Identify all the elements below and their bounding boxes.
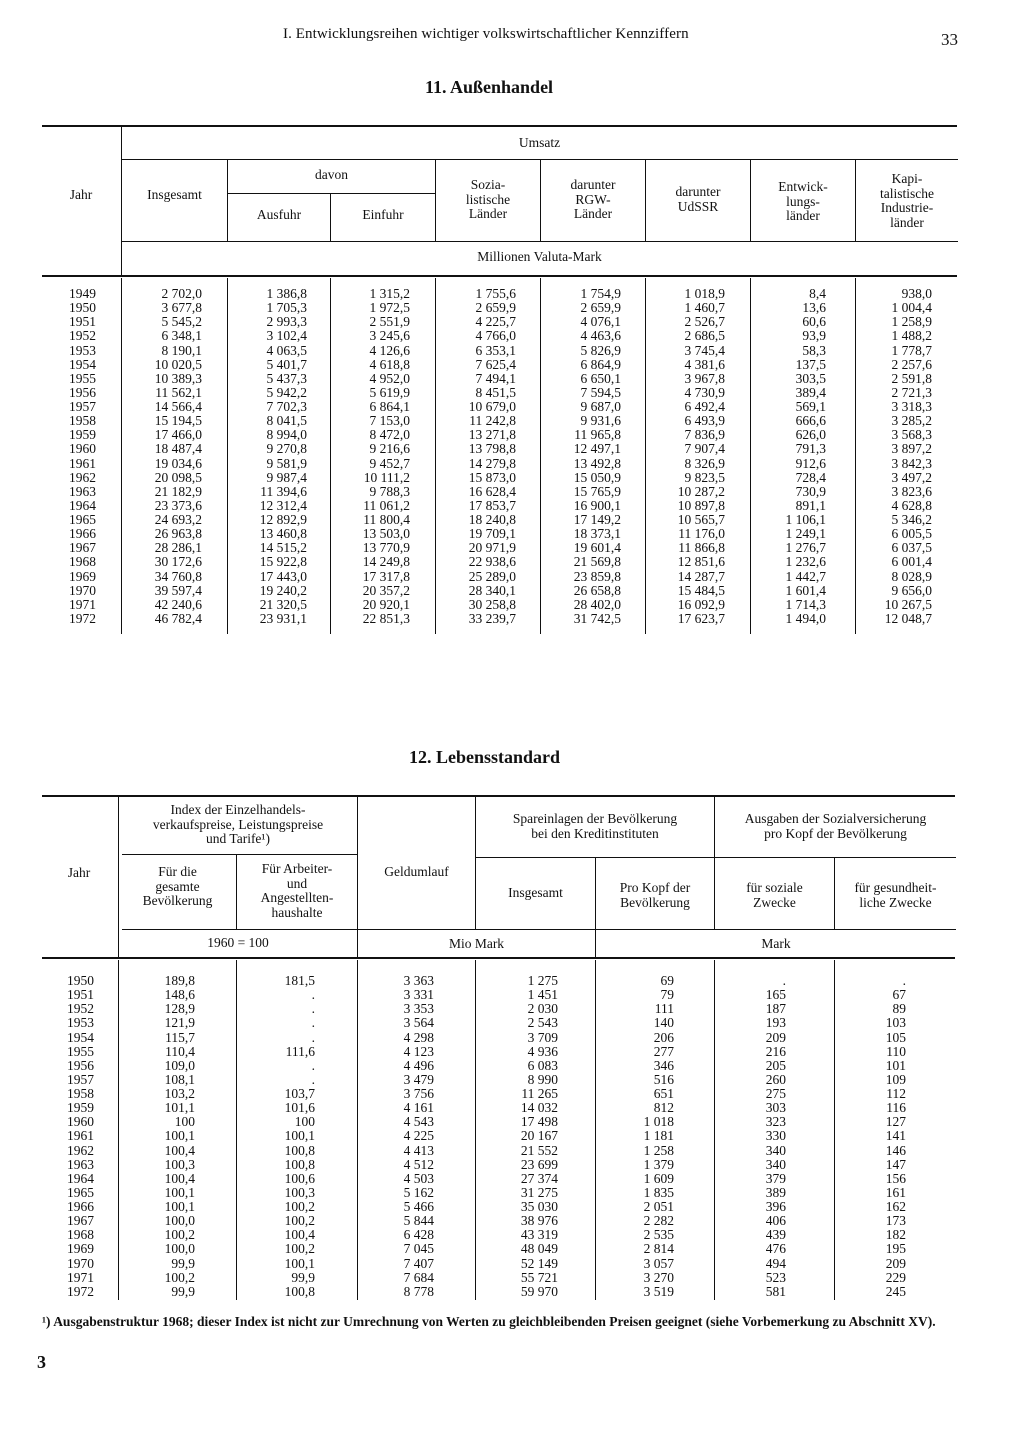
col-header-einfuhr: Einfuhr <box>362 207 404 222</box>
col-header-geldumlauf: Geldumlauf <box>384 864 449 879</box>
unit-mark: Mark <box>761 936 791 951</box>
footnote-marker: ¹) <box>42 1314 51 1329</box>
col-header-index: Index der Einzelhandels- verkaufspreise, Leistungspreise und Tarife¹) <box>152 802 324 847</box>
col-header-jahr: Jahr <box>67 865 91 880</box>
col-header-spareinlagen: Spareinlagen der Bevölkerung bei den Kreditinstituten <box>512 811 678 841</box>
soziale-column: . 165 187 193 209 216 205 260 275 303 323 330 340 340 379 389 396 406 439 476 494 523 581 <box>765 973 786 1299</box>
col-header-umsatz: Umsatz <box>518 135 561 150</box>
col-header-soziale: für soziale Zwecke <box>746 880 803 910</box>
unit-index: 1960 = 100 <box>207 935 269 950</box>
gesamte-column: 189,8 148,6 128,9 121,9 115,7 110,4 109,0 108,1 103,2 101,1 100 100,1 100,4 100,3 100,4 100,1 100,1 100,0 100,2 100,0 99,9 100,2 99,9 <box>164 973 195 1299</box>
col-header-rgw: darunter RGW- Länder <box>570 177 616 222</box>
footnote <box>42 1314 954 1330</box>
sozialistische-column: 1 755,6 2 659,9 4 225,7 4 766,0 6 353,1 7 625,4 7 494,1 8 451,5 10 679,0 11 242,8 13 271,8 13 798,8 14 279,8 15 873,0 16 628,4 17 853,7 18 240,8 19 709,1 20 971,9 22 938,6 25 289,0 28 340,1 30 258,8 33 239,7 <box>468 286 516 626</box>
arbeiter-column: 181,5 . . . . 111,6 . . 103,7 101,6 100 100,1 100,8 100,8 100,6 100,3 100,2 100,2 100,4 100,2 100,1 99,9 100,8 <box>284 973 315 1299</box>
col-header-kapitalistische: Kapi- talistische Industrie- länder <box>880 171 934 230</box>
col-header-ausfuhr: Ausfuhr <box>256 207 302 222</box>
gesundheit-column: . 67 89 103 105 110 101 109 112 116 127 141 146 147 156 161 162 173 182 195 209 229 245 <box>885 973 906 1299</box>
insgesamt-column: 1 275 1 451 2 030 2 543 3 709 4 936 6 083 8 990 11 265 14 032 17 498 20 167 21 552 23 699 27 374 31 275 35 030 38 976 43 319 48 049 52 149 55 721 59 970 <box>520 973 558 1299</box>
kapitalistische-column: 938,0 1 004,4 1 258,9 1 488,2 1 778,7 2 257,6 2 591,8 2 721,3 3 318,3 3 285,2 3 568,3 3 897,2 3 842,3 3 497,2 3 823,6 4 628,8 5 346,2 6 005,5 6 037,5 6 001,4 8 028,9 9 656,0 10 267,5 12 048,7 <box>884 286 932 626</box>
bottom-mark: 3 <box>37 1352 46 1372</box>
entwicklung-column: 8,4 13,6 60,6 93,9 58,3 137,5 303,5 389,4 569,1 666,6 626,0 791,3 912,6 728,4 730,9 891,1 1 106,1 1 249,1 1 276,7 1 232,6 1 442,7 1 601,4 1 714,3 1 494,0 <box>785 286 826 626</box>
col-header-pro-kopf: Pro Kopf der Bevölkerung <box>619 880 691 910</box>
table-12-head-rule <box>42 957 955 959</box>
col-header-ausgaben: Ausgaben der Sozialversicherung pro Kopf der Bevölkerung <box>744 811 927 841</box>
page-number: 33 <box>941 30 958 49</box>
pro-kopf-column: 69 79 111 140 206 277 346 516 651 812 1 018 1 181 1 258 1 379 1 609 1 835 2 051 2 282 2 535 2 814 3 057 3 270 3 519 <box>643 973 674 1299</box>
col-header-gesamte: Für die gesamte Bevölkerung <box>142 864 213 909</box>
col-header-sozialistische: Sozia- listische Länder <box>465 177 511 222</box>
geldumlauf-column: 3 363 3 331 3 353 3 564 4 298 4 123 4 496 3 479 3 756 4 161 4 543 4 225 4 413 4 512 4 503 5 162 5 466 5 844 6 428 7 045 7 407 7 684 8 778 <box>403 973 434 1299</box>
col-header-insgesamt: Insgesamt <box>147 187 202 202</box>
years-column: 1949 1950 1951 1952 1953 1954 1955 1956 1957 1958 1959 1960 1961 1962 1963 1964 1965 1966 1967 1968 1969 1970 1971 1972 <box>69 286 96 626</box>
ausfuhr-column: 1 386,8 1 705,3 2 993,3 3 102,4 4 063,5 5 401,7 5 437,3 5 942,2 7 702,3 8 041,5 8 994,0 9 270,8 9 581,9 9 987,4 11 394,6 12 312,4 12 892,9 13 460,8 14 515,2 15 922,8 17 443,0 19 240,2 21 320,5 23 931,1 <box>259 286 307 626</box>
footnote-text: Ausgabenstruktur 1968; dieser Index ist nicht zur Umrechnung von Werten zu gleichbleibenden Preisen geeignet (siehe Vorbemerkung zu Abschnitt XV). <box>53 1314 936 1329</box>
rule <box>476 857 956 858</box>
table-12-top-rule <box>42 795 955 797</box>
rule <box>122 929 956 930</box>
rule <box>122 854 357 855</box>
table-11-head-rule <box>42 275 957 277</box>
col-header-entwicklung: Entwick- lungs- länder <box>778 179 828 224</box>
table-12-title: 12. Lebensstandard <box>409 747 561 767</box>
col-header-arbeiter: Für Arbeiter- und Angestellten- haushalte <box>260 861 334 920</box>
einfuhr-column: 1 315,2 1 972,5 2 551,9 3 245,6 4 126,6 4 618,8 4 952,0 5 619,9 6 864,1 7 153,0 8 472,0 9 216,6 9 452,7 10 111,2 9 788,3 11 061,2 11 800,4 13 503,0 13 770,9 14 249,8 17 317,8 20 357,2 20 920,1 22 851,3 <box>362 286 410 626</box>
table-11-title: 11. Außenhandel <box>425 77 554 97</box>
col-header-gesundheit: für gesundheit- liche Zwecke <box>854 880 937 910</box>
col-header-jahr: Jahr <box>69 187 93 202</box>
running-title: I. Entwicklungsreihen wichtiger volkswirtschaftlicher Kennziffern <box>283 26 689 42</box>
years-column: 1950 1951 1952 1953 1954 1955 1956 1957 1958 1959 1960 1961 1962 1963 1964 1965 1966 1967 1968 1969 1970 1971 1972 <box>67 973 94 1299</box>
table-11-top-rule <box>42 125 957 127</box>
rgw-column: 1 754,9 2 659,9 4 076,1 4 463,6 5 826,9 6 864,9 6 650,1 7 594,5 9 687,0 9 931,6 11 965,8 12 497,1 13 492,8 15 050,9 15 765,9 16 900,1 17 149,2 18 373,1 19 601,4 21 569,8 23 859,8 26 658,8 28 402,0 31 742,5 <box>573 286 621 626</box>
insgesamt-column: 2 702,0 3 677,8 5 545,2 6 348,1 8 190,1 10 020,5 10 389,3 11 562,1 14 566,4 15 194,5 17 466,0 18 487,4 19 034,6 20 098,5 21 182,9 23 373,6 24 693,2 26 963,8 28 286,1 30 172,6 34 760,8 39 597,4 42 240,6 46 782,4 <box>154 286 202 626</box>
unit-label: Millionen Valuta-Mark <box>477 249 602 264</box>
rule <box>122 241 958 242</box>
col-header-udssr: darunter UdSSR <box>675 184 721 214</box>
rule <box>227 193 435 194</box>
udssr-column: 1 018,9 1 460,7 2 526,7 2 686,5 3 745,4 4 381,6 3 967,8 4 730,9 6 492,4 6 493,9 7 836,9 7 907,4 8 326,9 9 823,5 10 287,2 10 897,8 10 565,7 11 176,0 11 866,8 12 851,6 14 287,7 15 484,5 16 092,9 17 623,7 <box>677 286 725 626</box>
unit-mio-mark: Mio Mark <box>448 936 505 951</box>
col-header-davon: davon <box>315 167 348 182</box>
col-header-insgesamt: Insgesamt <box>508 885 563 900</box>
